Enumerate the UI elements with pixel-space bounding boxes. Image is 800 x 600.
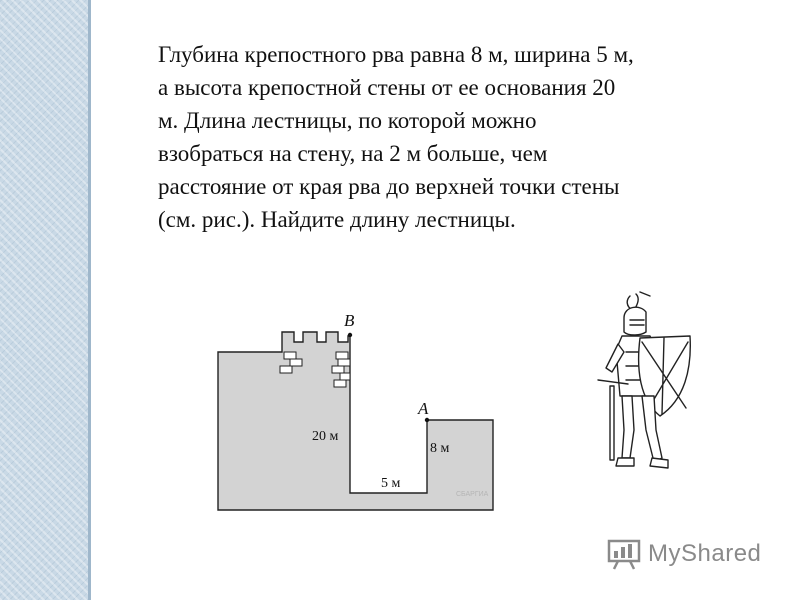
point-b-dot	[348, 333, 352, 337]
brand-logo	[606, 536, 761, 572]
brand-name: MyShared	[648, 540, 762, 567]
presentation-board-icon	[606, 537, 642, 571]
knight-icon	[598, 292, 690, 468]
wall-height-label: 20 м	[312, 429, 339, 444]
fortress-shape	[218, 332, 493, 510]
moat-width-label: 5 м	[381, 476, 401, 491]
figure-watermark: СБАРГИА	[456, 491, 489, 498]
point-b-label: B	[344, 311, 355, 330]
point-a-dot	[425, 418, 429, 422]
moat-depth-label: 8 м	[430, 441, 450, 456]
point-a-label: A	[418, 399, 429, 418]
problem-statement: Глубина крепостного рва равна 8 м, ширина 5 м, а высота крепостной стены от ее основания 20 м. Длина лестницы, по которой можно взобраться на стену, на 2 м больше, чем расстояние от края рва до верхней точки стены (см. рис.). Найдите длину лестницы.	[158, 42, 634, 232]
